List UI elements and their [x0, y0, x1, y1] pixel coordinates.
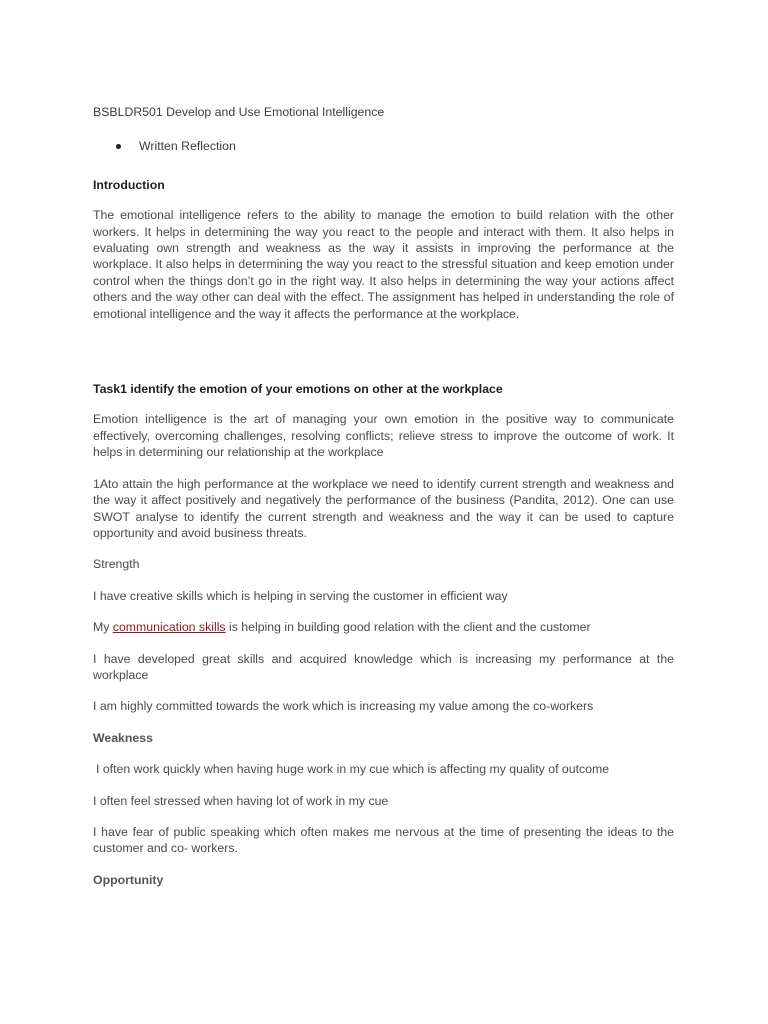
bullet-dot-icon — [116, 144, 121, 149]
strength-item-2 — [93, 619, 674, 635]
weakness-heading: Weakness — [93, 730, 153, 745]
document-title: BSBLDR501 Develop and Use Emotional Intelligence — [93, 105, 385, 119]
communication-skills-link[interactable]: communication skills — [112, 620, 226, 635]
introduction-paragraph: The emotional intelligence refers to the ability to manage the emotion to build relation with the other workers. It helps in determining the way you react to the people and interact with them. It also helps in evaluating own strength and weakness as the way it assists in improving the performance at the workplace. It also helps in determining the way you react to the stressful situation and keep emotion under control when the things don’t go in the right way. It also helps in determining the way your actions affect others and the way other can deal with the effect. The assignment has helped in understanding the role of emotional intelligence and the way it affects the performance at the workplace. — [93, 208, 674, 321]
weakness-item-2: I often feel stressed when having lot of work in my cue — [93, 793, 389, 808]
strength-item-4: I am highly committed towards the work which is increasing my value among the co-workers — [93, 699, 594, 714]
document-page — [93, 104, 674, 903]
weakness-item-1: I often work quickly when having huge work in my cue which is affecting my quality of outcome — [96, 762, 610, 777]
strength-heading: Strength — [93, 557, 140, 572]
task-heading: Task1 identify the emotion of your emotions on other at the workplace — [93, 382, 503, 397]
opportunity-heading: Opportunity — [93, 872, 164, 887]
bullet-list — [93, 138, 674, 154]
introduction-heading: Introduction — [93, 177, 165, 192]
strength-item-1: I have creative skills which is helping in serving the customer in efficient way — [93, 588, 508, 603]
strength-item-2-suffix: is helping in building good relation with the client and the customer — [225, 620, 591, 635]
weakness-item-3: I have fear of public speaking which often makes me nervous at the time of presenting the ideas to the customer and co- workers. — [93, 824, 674, 856]
bullet-text: Written Reflection — [139, 139, 236, 154]
section-spacer — [93, 337, 674, 381]
strength-item-2-prefix: My — [93, 620, 113, 635]
task-paragraph-1: Emotion intelligence is the art of managing your own emotion in the positive way to communicate effectively, overcoming challenges, resolving conflicts; relieve stress to improve the outcome of work. It helps in determining our relationship at the workplace — [93, 412, 674, 460]
list-item — [93, 138, 674, 154]
strength-item-3: I have developed great skills and acquired knowledge which is increasing my performance at the workplace — [93, 651, 674, 682]
task-paragraph-2: 1Ato attain the high performance at the workplace we need to identify current strength and weakness and the way it affect positively and negatively the performance of the business (Pandita, 2012). One can use SWOT analyse to identify the current strength and weakness and the way it can be used to capture opportunity and avoid business threats. — [93, 476, 674, 540]
